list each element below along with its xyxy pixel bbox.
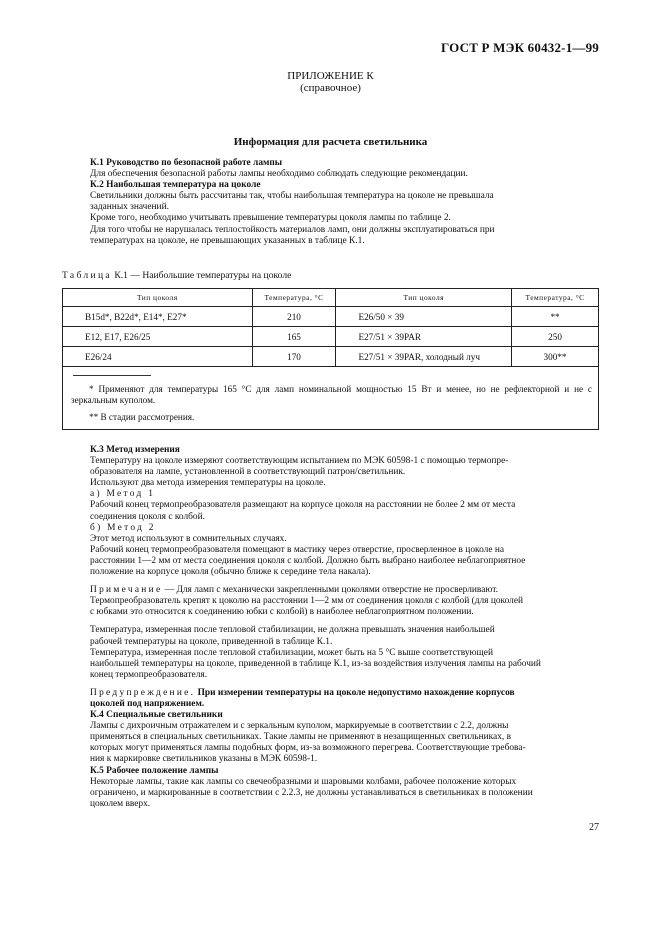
k3-para: Температура, измеренная после тепловой стабилизации, может быть на 5 °С выше соответствующей <box>90 647 493 658</box>
method-1-label: а) Метод 1 <box>90 489 156 500</box>
temperature-table <box>62 288 599 430</box>
table-footnote: * Применяют для температуры 165 °С для ламп номинальной мощностью 15 Вт и менее, но не рефлекторной и не с зеркальным куполом. <box>71 384 592 405</box>
document-header: ГОСТ Р МЭК 60432-1—99 <box>440 40 599 55</box>
k4-para-cont: применяться в специальных светильниках. Такие лампы не применяют в незащищенных светильниках, в <box>90 732 511 743</box>
k3-note-cont: с юбками это относится к соединению юбки с колбой) в наиболее неблагоприятном положении. <box>90 607 474 618</box>
k2-para-cont: температурах на цоколе, не превышающих указанных в таблице К.1. <box>90 235 365 246</box>
warning-text: При измерении температуры на цоколе недопустимо нахождение корпусов <box>197 687 515 698</box>
note-label: Примечание <box>90 585 163 596</box>
table-caption <box>62 270 291 281</box>
k4-para: Лампы с дихроичным отражателем и с зеркальным куполом, маркируемые в соответствии с 2.2, должны <box>90 721 509 732</box>
k3-para: Рабочий конец термопреобразователя помещают в мастику через отверстие, просверленное в цоколе на <box>90 544 505 555</box>
footnote-divider <box>73 375 151 376</box>
k3-para-cont: расстоянии 1—2 мм от места соединения цоколя с колбой. Должно быть выбрано наиболее неблагоприятное <box>90 555 526 566</box>
k4-para-cont: ния к маркировке светильников указаны в МЭК 60598-1. <box>90 754 318 765</box>
k1-text: Для обеспечения безопасной работы лампы необходимо соблюдать следующие рекомендации. <box>90 169 468 180</box>
table-header: Температура, °С <box>252 289 336 307</box>
k3-para-cont: конец термопреобразователя. <box>90 669 208 680</box>
k3-para: Температура, измеренная после тепловой стабилизации, не должна превышать значения наибольшей <box>90 625 495 636</box>
k3-warning-cont: цоколей под напряжением. <box>90 698 205 709</box>
table-cell: 210 <box>252 307 336 327</box>
table-header-row <box>63 289 599 307</box>
section-k3 <box>90 445 599 810</box>
k2-para: Для того чтобы не нарушалась теплостойкость материалов ламп, они должны эксплуатироваться при <box>90 224 495 235</box>
appendix-subtitle: (справочное) <box>300 82 361 94</box>
k3-para-cont: положение на корпусе цоколя (обычно ближе к середине тела накала). <box>90 567 371 578</box>
k3-para: Используют два метода измерения температуры на цоколе. <box>90 478 326 489</box>
table-cell: E26/50 × 39 <box>336 307 512 327</box>
table-cell: E27/51 × 39PAR, холодный луч <box>336 347 512 367</box>
table-caption-label: Таблица <box>62 270 112 281</box>
k5-heading: К.5 Рабочее положение лампы <box>90 765 219 776</box>
k3-para-cont: рабочей температуры на цоколе, приведенной в таблице К.1. <box>90 636 333 647</box>
table-cell: 165 <box>252 327 336 347</box>
page-number: 27 <box>589 822 599 833</box>
table-header: Температура, °С <box>512 289 599 307</box>
table-cell: B15d*, B22d*, E14*, E27* <box>63 307 253 327</box>
note-text: — Для ламп с механически закрепленными цоколями отверстие не просверливают. <box>164 585 498 596</box>
k1-heading: К.1 Руководство по безопасной работе лампы <box>90 158 283 168</box>
table-caption-text: К.1 — Наибольшие температуры на цоколе <box>114 270 292 281</box>
method-2-label: б) Метод 2 <box>90 522 156 533</box>
table-row <box>63 347 599 367</box>
table-header: Тип цоколя <box>63 289 253 307</box>
k3-para: Этот метод используют в сомнительных случаях. <box>90 533 287 544</box>
table-cell: 250 <box>512 327 599 347</box>
section-title: Информация для расчета светильника <box>233 136 428 148</box>
k3-para: Рабочий конец термопреобразователя размещают на корпусе цоколя на расстоянии не более 2 мм от места <box>90 500 516 511</box>
k2-para: Светильники должны быть рассчитаны так, чтобы наибольшая температура на цоколе не превышала <box>90 191 494 202</box>
appendix-title: ПРИЛОЖЕНИЕ К <box>287 70 374 82</box>
k2-para: Кроме того, необходимо учитывать превышение температуры цоколя лампы по таблице 2. <box>90 213 451 224</box>
k5-para-cont: цоколем вверх. <box>90 798 151 809</box>
table-notes-row <box>63 367 599 430</box>
table-cell: E26/24 <box>63 347 253 367</box>
section-k1-k2 <box>90 158 599 247</box>
table-header: Тип цоколя <box>336 289 512 307</box>
table-cell: 300** <box>512 347 599 367</box>
k3-para-cont: образователя на лампе, установленной в соответствующий патрон/светильник. <box>90 467 406 478</box>
warning-label: Предупреждение. <box>90 687 196 698</box>
table-cell: ** <box>512 307 599 327</box>
table-cell: E12, E17, E26/25 <box>63 327 253 347</box>
k5-para: Некоторые лампы, такие как лампы со свечеобразными и шаровыми колбами, рабочее положение которых <box>90 776 517 787</box>
k4-heading: К.4 Специальные светильники <box>90 710 223 721</box>
k3-heading: К.3 Метод измерения <box>90 445 180 455</box>
k5-para-cont: ограничено, и маркированные в соответствии с 2.2.3, не должны устанавливаться в светильниках в положении <box>90 787 533 798</box>
k3-para-cont: соединения цоколя с колбой. <box>90 511 205 522</box>
k3-warning <box>90 688 599 699</box>
k3-note <box>90 585 599 596</box>
k3-para: Температуру на цоколе измеряют соответствующим испытанием по МЭК 60598-1 с помощью термопре- <box>90 456 509 467</box>
table-cell: 170 <box>252 347 336 367</box>
table-cell: E27/51 × 39PAR <box>336 327 512 347</box>
k2-para-cont: заданных значений. <box>90 202 169 213</box>
k3-note-cont: Термопреобразователь крепят к цоколю на расстоянии 1—2 мм от соединения цоколя с колбой (для цоколей <box>90 596 524 607</box>
table-footnote: ** В стадии рассмотрения. <box>89 412 195 422</box>
k4-para-cont: которых могут применяться лампы подобных форм, из-за возможного перегрева. Соответствующие требова- <box>90 743 526 754</box>
appendix-heading <box>0 70 661 94</box>
table-row <box>63 327 599 347</box>
k3-para-cont: наибольшей температуры на цоколе, приведенной в таблице К.1, из-за воздействия излучения лампы на рабочий <box>90 658 541 669</box>
table-notes <box>63 367 599 430</box>
table-row <box>63 307 599 327</box>
k2-heading: К.2 Наибольшая температура на цоколе <box>90 180 261 191</box>
